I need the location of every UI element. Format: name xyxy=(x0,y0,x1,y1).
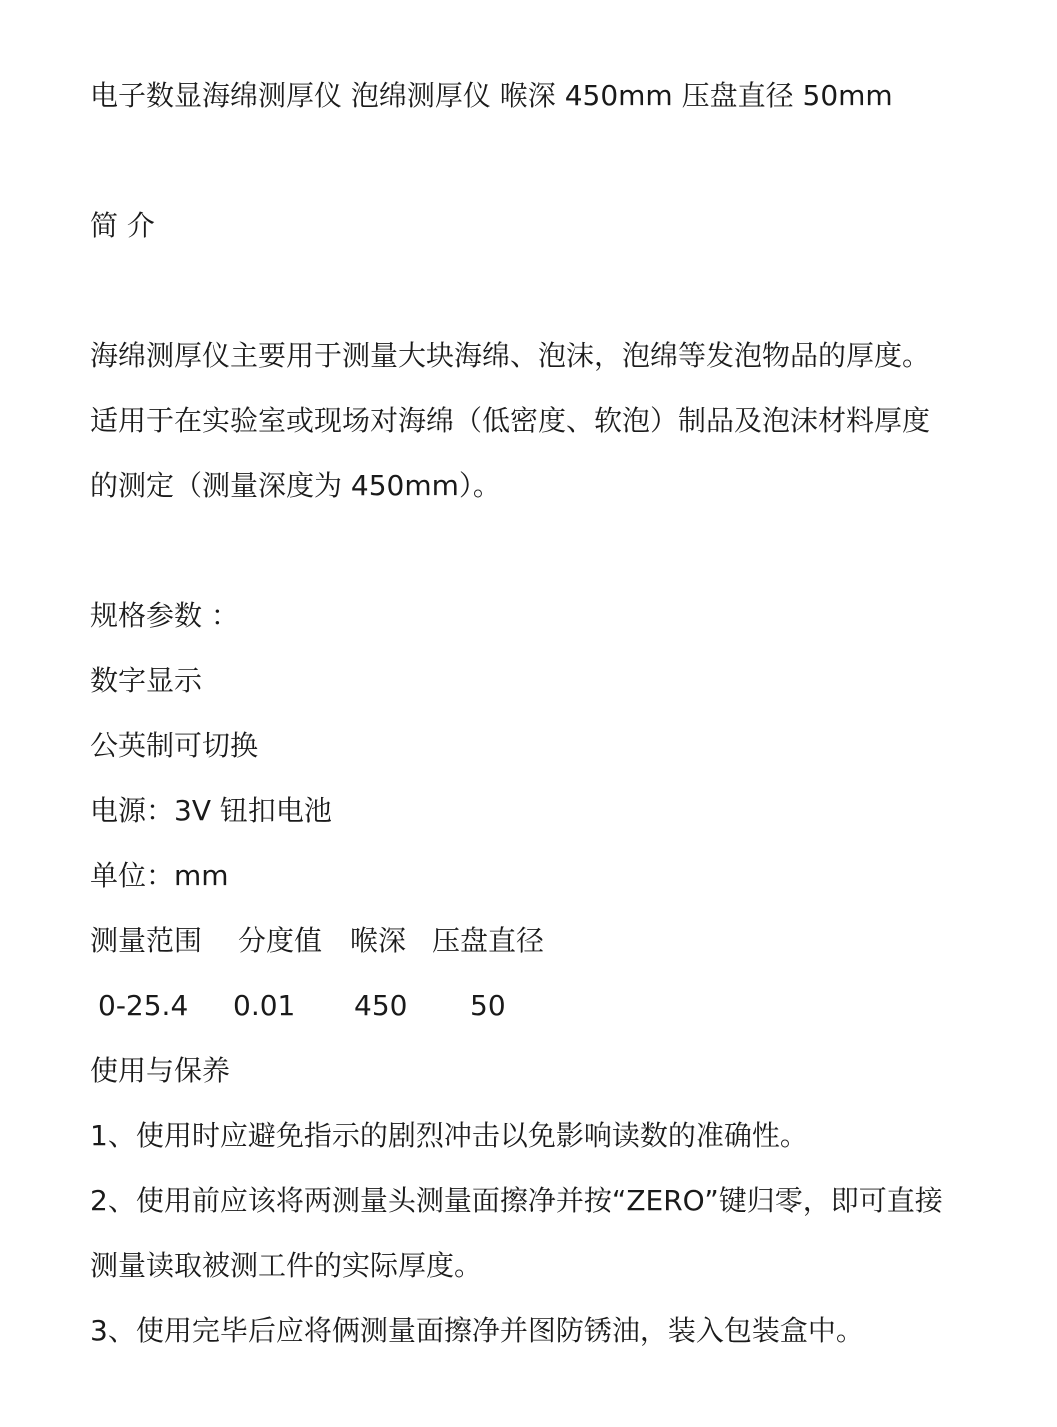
specs-heading: 规格参数 ： xyxy=(90,599,239,632)
spec-table-header: 测量范围 xyxy=(90,924,203,957)
intro-paragraph-line: 海绵测厚仪主要用于测量大块海绵、泡沫，泡绵等发泡物品的厚度。 xyxy=(90,339,931,372)
spec-item: 单位：mm xyxy=(90,859,229,892)
usage-line: 测量读取被测工件的实际厚度。 xyxy=(90,1249,483,1282)
usage-line: 1、使用时应避免指示的剧烈冲击以免影响读数的准确性。 xyxy=(90,1119,808,1152)
spec-table-header: 喉深 xyxy=(350,924,407,957)
usage-line: 2、使用前应该将两测量头测量面擦净并按“ZERO”键归零，即可直接 xyxy=(90,1184,943,1217)
document-title: 电子数显海绵测厚仪 泡绵测厚仪 喉深 450mm 压盘直径 50mm xyxy=(90,79,893,112)
spec-table-value: 450 xyxy=(354,989,408,1022)
usage-line: 3、使用完毕后应将俩测量面擦净并图防锈油，装入包装盒中。 xyxy=(90,1314,864,1347)
intro-paragraph-line: 的测定（测量深度为 450mm）。 xyxy=(90,469,501,502)
intro-heading: 简 介 xyxy=(90,209,155,242)
spec-table-header: 分度值 xyxy=(238,924,323,957)
spec-table-value: 50 xyxy=(470,989,506,1022)
spec-table-header: 压盘直径 xyxy=(432,924,545,957)
spec-table-value: 0.01 xyxy=(233,989,296,1022)
usage-heading: 使用与保养 xyxy=(90,1054,231,1087)
spec-item: 数字显示 xyxy=(90,664,203,697)
spec-table-value: 0-25.4 xyxy=(98,989,189,1022)
spec-item: 公英制可切换 xyxy=(90,729,259,762)
intro-paragraph-line: 适用于在实验室或现场对海绵（低密度、软泡）制品及泡沫材料厚度 xyxy=(90,404,931,437)
spec-item: 电源：3V 钮扣电池 xyxy=(90,794,332,827)
